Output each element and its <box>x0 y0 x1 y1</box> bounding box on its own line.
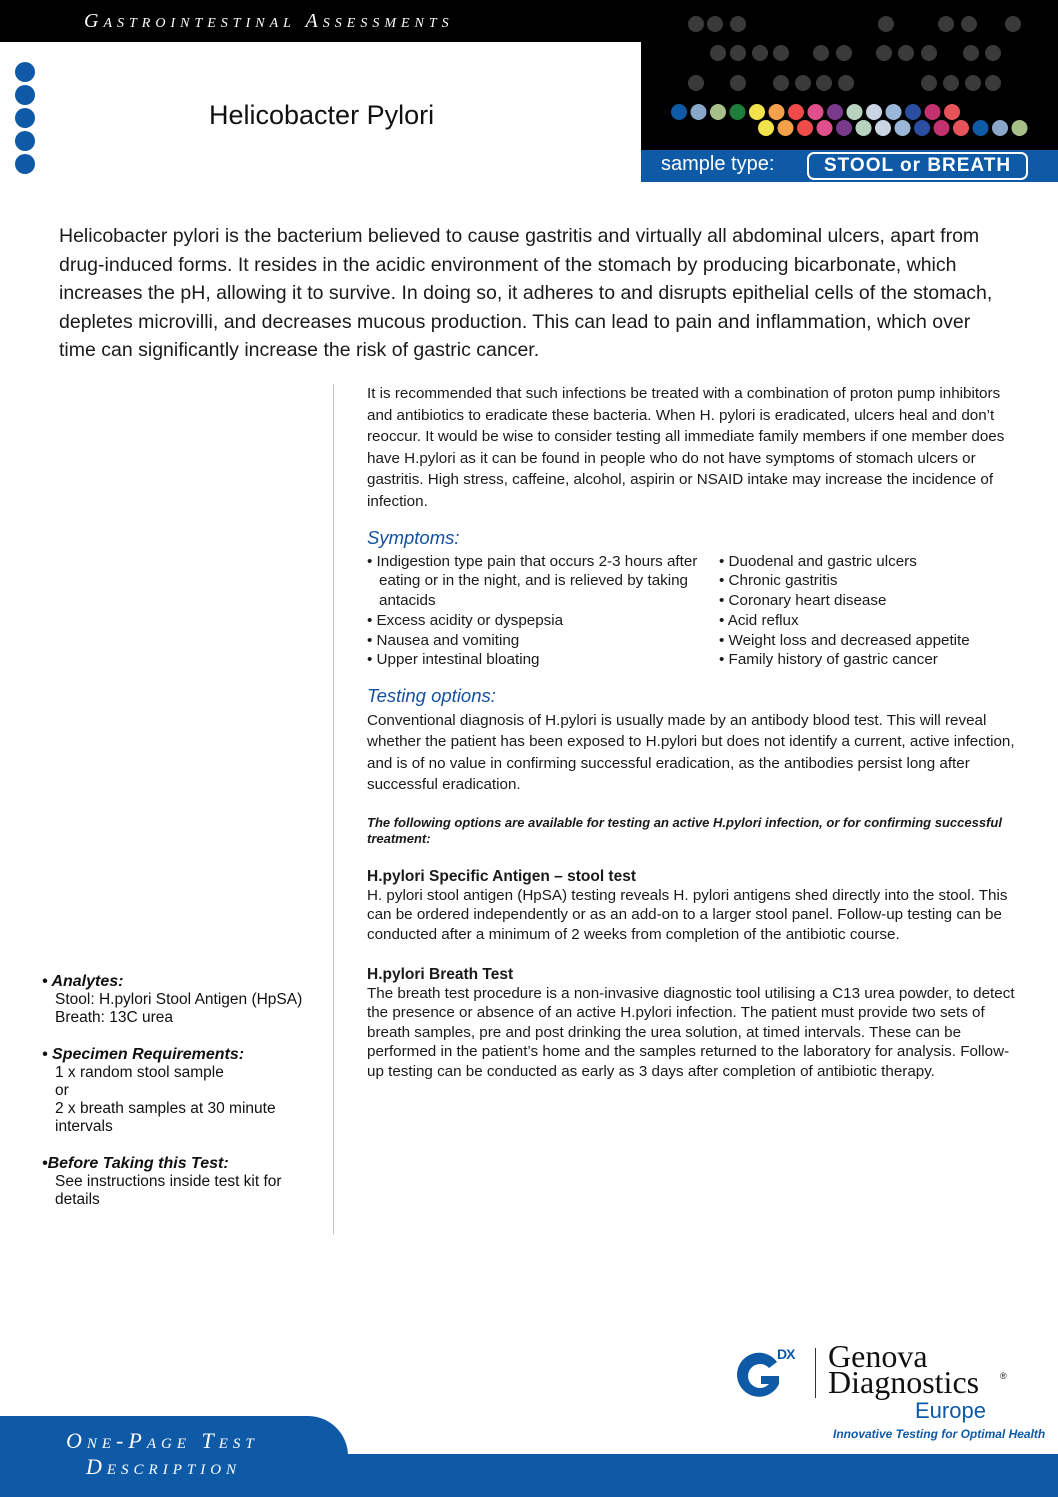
pattern-dot <box>944 104 960 120</box>
pattern-dot <box>856 120 872 136</box>
pattern-dot <box>730 45 746 61</box>
list-item: • Family history of gastric cancer <box>719 651 938 669</box>
testing-options-paragraph: Conventional diagnosis of H.pylori is usually made by an antibody blood test. This will reveal whether the patient has been exposed to H.pylori but does not identify a current, active infection, and is of no value in confirming successful eradication, as the antibodies persist long after successful eradication. <box>367 711 1015 794</box>
pattern-dot <box>813 45 829 61</box>
symptoms-right-column <box>719 552 970 671</box>
analytes-heading: • Analytes: <box>42 973 124 990</box>
list-item: • Excess acidity or dyspepsia <box>367 611 564 629</box>
antigen-test-heading: H.pylori Specific Antigen – stool test <box>367 867 636 885</box>
pattern-dot <box>749 104 765 120</box>
side-dot <box>15 131 35 151</box>
options-note: The following options are available for testing an active H.pylori infection, or for confirming successful treatment: <box>367 814 1002 846</box>
pattern-dot <box>730 75 746 91</box>
pattern-dot <box>921 45 937 61</box>
list-item: • Chronic gastritis <box>719 572 838 590</box>
pattern-dot <box>769 104 785 120</box>
sample-type-bar <box>641 150 1058 182</box>
footer-line-1: One-Page Test <box>66 1428 259 1453</box>
pattern-dot <box>953 120 969 136</box>
pattern-dot <box>965 75 981 91</box>
footer-line-2: Description <box>86 1454 242 1479</box>
list-item: • Nausea and vomiting <box>367 631 520 649</box>
sample-type-value: STOOL or BREATH <box>807 152 1028 180</box>
list-item: • Acid reflux <box>719 611 799 629</box>
logo-line-1: Genova <box>828 1338 928 1374</box>
side-dot <box>15 108 35 128</box>
pattern-dot <box>938 16 954 32</box>
pattern-dot <box>730 16 746 32</box>
pattern-dot <box>836 45 852 61</box>
pattern-dot <box>895 120 911 136</box>
before-test-block <box>42 1155 322 1209</box>
pattern-dot <box>914 120 930 136</box>
pattern-dot <box>688 16 704 32</box>
pattern-dot <box>973 120 989 136</box>
section-title: Gastrointestinal Assessments <box>84 10 454 32</box>
testing-options-heading: Testing options: <box>367 685 496 707</box>
pattern-dot <box>943 75 959 91</box>
analytes-block <box>42 973 322 1027</box>
pattern-dot <box>808 104 824 120</box>
antigen-test-paragraph: H. pylori stool antigen (HpSA) testing reveals H. pylori antigens shed directly into the stool. This can be ordered independently or as an add-on to a larger stool panel. Follow-up testing can be conducted after a minimum of 2 weeks from completion of the antibiotic course. <box>367 886 1008 943</box>
sample-type-label: sample type: <box>661 153 775 175</box>
pattern-dot <box>886 104 902 120</box>
pattern-dot <box>773 45 789 61</box>
genova-logo <box>733 1338 1046 1444</box>
pattern-dot <box>961 16 977 32</box>
intro-paragraph: Helicobacter pylori is the bacterium believed to cause gastritis and virtually all abdominal ulcers, apart from drug-induced forms. It resides in the acidic environment of the stomach by producing bicarbonate, which increases the pH, allowing it to survive. In doing so, it adheres to and disrupts epithelial cells of the stomach, depletes microvilli, and decreases mucous production. This can lead to pain and inflammation, which over time can significantly increase the risk of gastric cancer. <box>59 225 993 362</box>
pattern-dot <box>934 120 950 136</box>
pattern-dot <box>836 120 852 136</box>
recommendation-paragraph: It is recommended that such infections be treated with a combination of proton pump inhibitors and antibiotics to eradicate these bacteria. When H. pylori is eradicated, ulcers heal and don’t reoccur. It would be wise to consider testing all immediate family members if one member does have H.pylori as it can be found in people who do not have symptoms of stomach ulcers or gastritis. High stress, caffeine, alcohol, aspirin or NSAID intake may increase the incidence of infection. <box>367 385 1005 510</box>
logo-line-3: Europe <box>915 1398 986 1423</box>
main-column <box>367 383 1022 1082</box>
pattern-dot <box>773 75 789 91</box>
pattern-dot <box>1012 120 1028 136</box>
symptoms-left-column <box>367 552 719 671</box>
breath-test-heading: H.pylori Breath Test <box>367 965 514 983</box>
symptoms-heading: Symptoms: <box>367 527 460 548</box>
pattern-dot <box>876 45 892 61</box>
page-title: Helicobacter Pylori <box>209 100 435 130</box>
pattern-dot <box>898 45 914 61</box>
specimen-heading: • Specimen Requirements: <box>42 1046 245 1063</box>
pattern-dot <box>688 75 704 91</box>
pattern-dot <box>671 104 687 120</box>
dot-pattern-graphic <box>641 0 1058 150</box>
pattern-dot <box>797 120 813 136</box>
registered-mark: ® <box>1000 1371 1007 1381</box>
pattern-dot <box>847 104 863 120</box>
specimen-item: 1 x random stool sample <box>55 1064 224 1081</box>
before-test-item: See instructions inside test kit for details <box>55 1173 282 1208</box>
pattern-dot <box>925 104 941 120</box>
pattern-dot <box>707 16 723 32</box>
pattern-dot <box>878 16 894 32</box>
analyte-item: Breath: 13C urea <box>55 1009 174 1026</box>
analyte-item: Stool: H.pylori Stool Antigen (HpSA) <box>55 991 303 1008</box>
pattern-dot <box>963 45 979 61</box>
pattern-dot <box>758 120 774 136</box>
before-test-heading: •Before Taking this Test: <box>42 1155 229 1172</box>
pattern-dot <box>730 104 746 120</box>
pattern-dot <box>710 104 726 120</box>
logo-mark: DX <box>777 1346 795 1362</box>
column-divider <box>333 384 334 1234</box>
side-dot <box>15 85 35 105</box>
pattern-dot <box>1005 16 1021 32</box>
pattern-dot <box>710 45 726 61</box>
test-info-sidebar <box>42 973 322 1228</box>
list-item: • Coronary heart disease <box>719 592 887 610</box>
list-item: • Weight loss and decreased appetite <box>719 631 970 649</box>
breath-test-paragraph: The breath test procedure is a non-invasive diagnostic tool utilising a C13 urea powder, to detect the presence or absence of an active H.pylori infection. The patient must provide two sets of breath samples, pre and post drinking the urea solution, at timed intervals. These can be performed in the patient’s home and the samples returned to the laboratory for analysis. Follow-up testing can be conducted as early as 3 days after completion of antibiotic therapy. <box>367 984 1015 1080</box>
pattern-dot <box>985 75 1001 91</box>
pattern-dot <box>795 75 811 91</box>
symptoms-list <box>367 552 1022 671</box>
pattern-dot <box>992 120 1008 136</box>
footer-label <box>66 1428 259 1480</box>
specimen-item: or <box>55 1082 69 1099</box>
logo-tagline: Innovative Testing for Optimal Health <box>833 1427 1046 1441</box>
list-item: • Upper intestinal bloating <box>367 651 540 669</box>
pattern-dot <box>752 45 768 61</box>
logo-line-2: Diagnostics <box>828 1364 980 1400</box>
pattern-dot <box>691 104 707 120</box>
pattern-dot <box>875 120 891 136</box>
list-item: • Indigestion type pain that occurs 2-3 hours after eating or in the night, and is relieved by taking antacids <box>367 552 698 610</box>
pattern-dot <box>778 120 794 136</box>
pattern-dot <box>838 75 854 91</box>
specimen-item: 2 x breath samples at 30 minute intervals <box>55 1100 276 1135</box>
pattern-dot <box>817 120 833 136</box>
side-dot <box>15 62 35 82</box>
pattern-dot <box>985 45 1001 61</box>
pattern-dot <box>827 104 843 120</box>
side-dot <box>15 154 35 174</box>
logo-divider <box>815 1348 816 1398</box>
list-item: • Duodenal and gastric ulcers <box>719 552 917 570</box>
pattern-dot <box>788 104 804 120</box>
pattern-dot <box>866 104 882 120</box>
pattern-dot <box>921 75 937 91</box>
side-dot-column <box>15 62 37 177</box>
pattern-dot <box>816 75 832 91</box>
specimen-block <box>42 1046 322 1136</box>
pattern-dot <box>905 104 921 120</box>
